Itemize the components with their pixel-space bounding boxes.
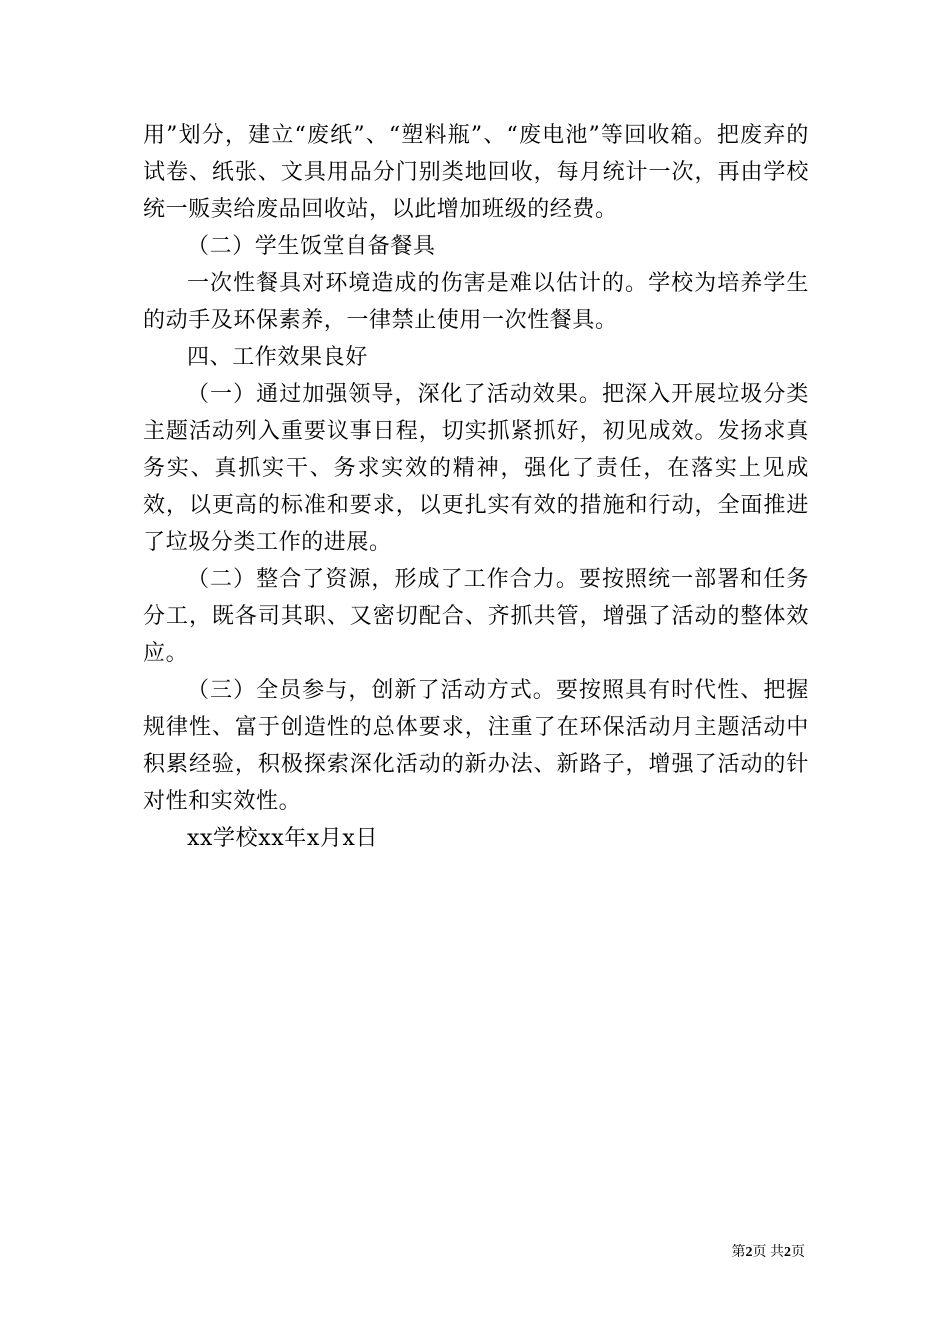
heading-work-results: 四、工作效果良好 <box>187 345 368 370</box>
paragraph-participation: （三）全员参与，创新了活动方式。要按照具有时代性、把握规律性、富于创造性的总体要求，注重了在环保活动月主题活动中积累经验，积极探索深化活动的新办法、新路子，增强了活动的针对性和实效性。 <box>143 678 809 814</box>
heading-canteen-tableware: （二）学生饭堂自备餐具 <box>187 234 436 259</box>
paragraph-disposable-tableware: 一次性餐具对环境造成的伤害是难以估计的。学校为培养学生的动手及环保素养，一律禁止使用一次性餐具。 <box>143 271 809 333</box>
page-number-footer <box>732 1244 806 1262</box>
paragraph-resources: （二）整合了资源，形成了工作合力。要按照统一部署和任务分工，既各司其职、又密切配合、齐抓共管，增强了活动的整体效应。 <box>143 567 809 666</box>
footer-current-page: 2 <box>745 1245 753 1260</box>
paragraph-leadership: （一）通过加强领导，深化了活动效果。把深入开展垃圾分类主题活动列入重要议事日程，切实抓紧抓好，初见成效。发扬求真务实、真抓实干、务求实效的精神，强化了责任，在落实上见成效，以更高的标准和要求，以更扎实有效的措施和行动，全面推进了垃圾分类工作的进展。 <box>143 382 809 555</box>
footer-prefix: 第 <box>731 1245 746 1260</box>
signature-date: xx学校xx年x月x日 <box>187 826 379 851</box>
document-body <box>143 117 809 857</box>
footer-suffix: 页 <box>791 1245 805 1260</box>
footer-total-pages: 2 <box>784 1245 791 1260</box>
paragraph-recycling-bins: 用”划分，建立“废纸”、“塑料瓶”、“废电池”等回收箱。把废弃的试卷、纸张、文具用品分门别类地回收，每月统计一次，再由学校统一贩卖给废品回收站，以此增加班级的经费。 <box>143 123 809 222</box>
footer-middle: 页 共 <box>752 1245 784 1260</box>
